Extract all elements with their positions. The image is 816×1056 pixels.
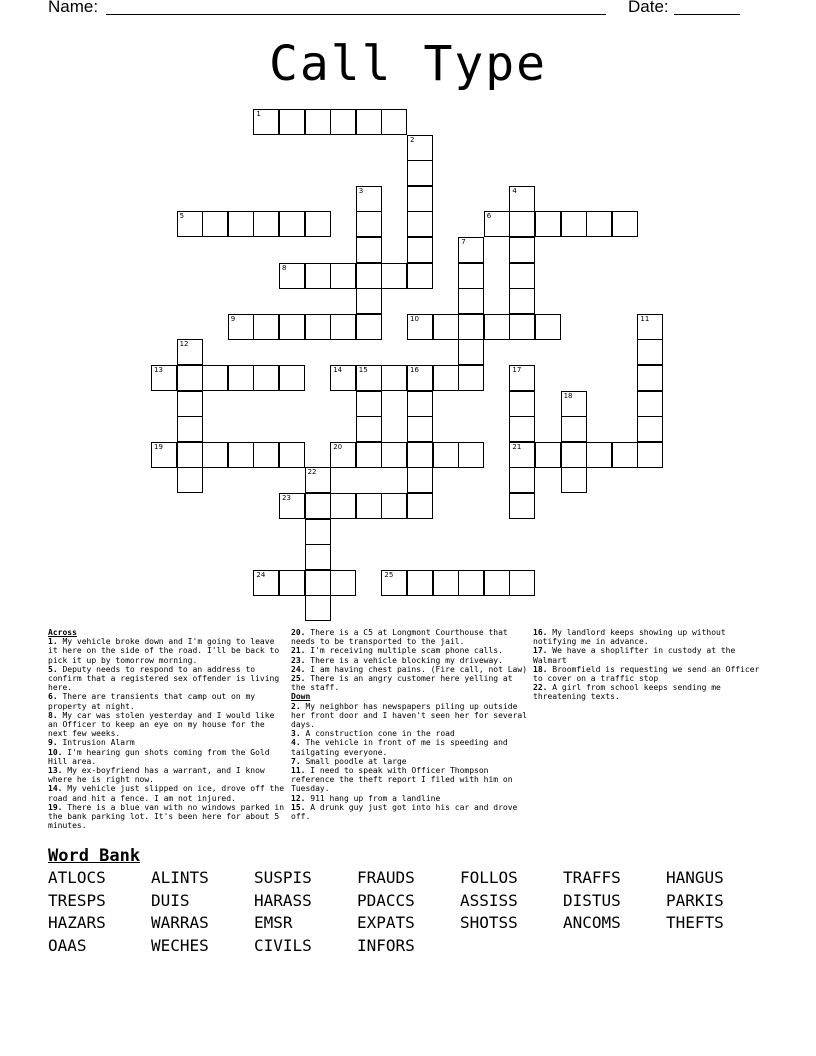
clue-number: 25.	[291, 674, 306, 684]
word-bank-word: CIVILS	[254, 935, 312, 955]
clue	[291, 656, 527, 665]
grid-cell[interactable]	[305, 467, 331, 493]
clue-number: 12.	[291, 793, 306, 803]
clue-text: Small poodle at large	[300, 756, 407, 766]
clue-number: 4	[512, 186, 517, 195]
clue-text: My car was stolen yesterday and I would like an Officer to keep an eye on my house for the next few weeks.	[48, 710, 275, 739]
grid-cell[interactable]	[330, 442, 356, 468]
clue-text: A girl from school keeps sending me threatening texts.	[533, 683, 721, 702]
name-label: Name:	[48, 0, 99, 16]
word-bank-word: FOLLOS	[460, 868, 518, 887]
grid-cell[interactable]	[330, 493, 356, 519]
grid-cell[interactable]	[509, 186, 535, 212]
clues-column-3	[533, 628, 763, 702]
clue-number: 17.	[533, 646, 548, 656]
grid-cell[interactable]	[177, 365, 203, 391]
grid-cell[interactable]	[305, 493, 331, 519]
clue-number: 16.	[533, 628, 548, 637]
grid-cell[interactable]	[381, 263, 407, 289]
grid-cell[interactable]	[356, 493, 382, 519]
clue-number: 18	[563, 391, 573, 400]
clue-number: 1	[256, 110, 261, 118]
grid-cell[interactable]	[407, 135, 433, 161]
clue-number: 8.	[48, 710, 58, 720]
grid-cell[interactable]	[356, 186, 382, 212]
clue-number: 24.	[291, 664, 306, 674]
grid-cell[interactable]	[407, 211, 433, 237]
word-bank-word: TRAFFS	[563, 868, 621, 887]
clue-number: 22.	[533, 683, 548, 693]
word-bank-word: TRESPS	[48, 890, 106, 910]
grid-cell[interactable]	[279, 442, 305, 468]
clue-number: 15.	[291, 802, 306, 812]
clue-text: A construction cone in the road	[300, 729, 455, 739]
clue-number: 21.	[291, 646, 306, 656]
clue-text: I'm receiving multiple scam phone calls.	[305, 646, 503, 656]
grid-cell[interactable]	[253, 314, 279, 340]
grid-cell[interactable]	[586, 211, 612, 237]
clue-number: 22	[307, 468, 317, 477]
grid-cell[interactable]	[612, 442, 638, 468]
clue	[291, 766, 527, 794]
grid-cell[interactable]	[612, 211, 638, 237]
grid-cell[interactable]	[637, 442, 663, 468]
clue-number: 6.	[48, 692, 58, 702]
grid-cell[interactable]	[330, 365, 356, 391]
grid-cell[interactable]	[381, 365, 407, 391]
grid-cell[interactable]	[407, 263, 433, 289]
clue	[48, 766, 284, 784]
word-bank-word: SUSPIS	[254, 868, 312, 887]
word-bank-title: Word Bank	[48, 846, 141, 866]
clue-number: 20.	[291, 628, 306, 637]
clue	[291, 757, 527, 766]
grid-cell[interactable]	[228, 314, 254, 340]
grid-cell[interactable]	[637, 391, 663, 417]
grid-cell[interactable]	[458, 339, 484, 365]
grid-cell[interactable]	[330, 109, 356, 135]
grid-cell[interactable]	[381, 442, 407, 468]
clue-number: 11.	[291, 766, 306, 776]
clue	[48, 637, 284, 665]
clue	[291, 665, 527, 674]
grid-cell[interactable]	[381, 109, 407, 135]
grid-cell[interactable]	[407, 570, 433, 596]
grid-cell[interactable]	[381, 570, 407, 596]
clue-number: 25	[384, 570, 394, 579]
grid-cell[interactable]	[484, 211, 510, 237]
word-bank-word: ASSISS	[460, 890, 518, 910]
grid-cell[interactable]	[305, 109, 331, 135]
grid-cell[interactable]	[509, 391, 535, 417]
grid-cell[interactable]	[356, 237, 382, 263]
clue-number: 15	[358, 366, 368, 374]
clues-column-2	[291, 628, 527, 821]
grid-cell[interactable]	[509, 467, 535, 493]
clue-text: There is a C5 at Longmont Courthouse that needs to be transported to the jail.	[291, 628, 508, 647]
word-bank-word: INFORS	[357, 935, 415, 955]
grid-cell[interactable]	[330, 314, 356, 340]
grid-cell[interactable]	[305, 544, 331, 570]
clue-number: 5	[179, 212, 185, 221]
grid-cell[interactable]	[407, 314, 433, 340]
word-bank-word: ANCOMS	[563, 913, 621, 932]
grid-cell[interactable]	[509, 365, 535, 391]
grid-cell[interactable]	[253, 211, 279, 237]
grid-cell[interactable]	[381, 493, 407, 519]
grid-cell[interactable]	[407, 237, 433, 263]
clue-text: Intrusion Alarm	[57, 738, 135, 748]
grid-cell[interactable]	[151, 365, 177, 391]
grid-cell[interactable]	[253, 109, 279, 135]
grid-cell[interactable]	[356, 109, 382, 135]
clue-text: I'm hearing gun shots coming from the Gold Hill area.	[48, 747, 270, 766]
clue-number: 21	[512, 442, 522, 451]
clue-number: 14	[333, 366, 343, 374]
clue-number: 24	[256, 570, 266, 579]
grid-cell[interactable]	[305, 211, 331, 237]
clue-number: 13	[154, 366, 163, 374]
grid-cell[interactable]	[253, 442, 279, 468]
clue-number: 16	[410, 366, 419, 374]
clue-text: A drunk guy just got into his car and drove off.	[291, 802, 518, 822]
clue-text: I need to speak with Officer Thompson reference the theft report I filed with him on Tuesday.	[291, 766, 513, 794]
word-bank-word: OAAS	[48, 935, 87, 955]
clue-number: 13.	[48, 766, 63, 776]
grid-cell[interactable]	[177, 391, 203, 417]
clue	[291, 628, 527, 646]
clue-text: 911 hang up from a landline	[305, 793, 441, 803]
grid-cell[interactable]	[458, 237, 484, 263]
grid-cell[interactable]	[561, 391, 587, 417]
clue	[291, 803, 527, 821]
grid-cell[interactable]	[202, 211, 228, 237]
grid-cell[interactable]	[433, 314, 459, 340]
grid-cell[interactable]	[458, 442, 484, 468]
grid-cell[interactable]	[356, 416, 382, 442]
grid-cell[interactable]	[279, 365, 305, 391]
clue-text: Deputy needs to respond to an address to confirm that a registered sex offender is living here.	[48, 664, 280, 693]
grid-cell[interactable]	[407, 160, 433, 186]
grid-cell[interactable]	[177, 211, 203, 237]
grid-cell[interactable]	[177, 467, 203, 493]
grid-cell[interactable]	[561, 467, 587, 493]
grid-cell[interactable]	[509, 314, 535, 340]
grid-cell[interactable]	[407, 365, 433, 391]
grid-cell[interactable]	[305, 519, 331, 545]
clue-number: 7.	[291, 756, 301, 766]
clue	[533, 646, 763, 664]
grid-cell[interactable]	[177, 442, 203, 468]
word-bank-word: EXPATS	[357, 913, 415, 932]
clue	[48, 803, 284, 831]
word-bank-word: DUIS	[151, 890, 190, 910]
clue	[291, 674, 527, 692]
grid-cell[interactable]	[458, 288, 484, 314]
clue	[48, 665, 284, 693]
grid-cell[interactable]	[484, 314, 510, 340]
grid-cell[interactable]	[356, 365, 382, 391]
grid-cell[interactable]	[305, 263, 331, 289]
grid-cell[interactable]	[637, 339, 663, 365]
grid-cell[interactable]	[407, 467, 433, 493]
grid-cell[interactable]	[561, 211, 587, 237]
grid-cell[interactable]	[279, 493, 305, 519]
grid-cell[interactable]	[509, 442, 535, 468]
grid-cell[interactable]	[253, 570, 279, 596]
grid-cell[interactable]	[177, 416, 203, 442]
grid-cell[interactable]	[279, 263, 305, 289]
clue-text: My ex-boyfriend has a warrant, and I know where he is right now.	[48, 766, 265, 785]
grid-cell[interactable]	[151, 442, 177, 468]
grid-cell[interactable]	[407, 416, 433, 442]
word-bank-word: SHOTSS	[460, 913, 518, 932]
grid-cell[interactable]	[202, 365, 228, 391]
clue-number: 5.	[48, 664, 58, 674]
grid-cell[interactable]	[535, 211, 561, 237]
grid-cell[interactable]	[356, 442, 382, 468]
grid-cell[interactable]	[509, 237, 535, 263]
down-heading: Down	[291, 692, 311, 702]
grid-cell[interactable]	[458, 263, 484, 289]
clue-text: My vehicle just slipped on ice, drove off the road and hit a fence. I am not injured.	[48, 784, 285, 803]
grid-cell[interactable]	[356, 211, 382, 237]
word-bank-word: WECHES	[151, 935, 209, 955]
grid-cell[interactable]	[535, 442, 561, 468]
clue-text: There is an angry customer here yelling at the staff.	[291, 674, 513, 693]
grid-cell[interactable]	[637, 314, 663, 340]
clue	[48, 692, 284, 710]
grid-cell[interactable]	[305, 314, 331, 340]
grid-cell[interactable]	[509, 263, 535, 289]
grid-cell[interactable]	[484, 570, 510, 596]
clue-text: My vehicle broke down and I'm going to leave it here on the side of the road. I'll be back to pick it up by tomorrow morning.	[48, 637, 280, 665]
clue-number: 12	[179, 340, 189, 349]
grid-cell[interactable]	[509, 288, 535, 314]
clue-text: The vehicle in front of me is speeding and tailgating everyone.	[291, 738, 508, 757]
clue	[291, 702, 527, 730]
clue-text: There is a vehicle blocking my driveway.	[305, 655, 503, 665]
clue-number: 2.	[291, 701, 301, 711]
grid-cell[interactable]	[279, 314, 305, 340]
word-bank-word: FRAUDS	[357, 868, 415, 887]
grid-cell[interactable]	[509, 570, 535, 596]
across-heading: Across	[48, 628, 77, 637]
grid-cell[interactable]	[561, 416, 587, 442]
clue	[48, 738, 284, 747]
clue	[533, 665, 763, 683]
clue-number: 19.	[48, 802, 63, 812]
grid-cell[interactable]	[356, 391, 382, 417]
clue-text: There is a blue van with no windows parked in the bank parking lot. It's been here for about 5 minutes.	[48, 802, 285, 831]
word-bank-word: HARASS	[254, 890, 312, 910]
clue	[48, 711, 284, 739]
word-bank-word: WARRAS	[151, 913, 209, 932]
clue	[291, 729, 527, 738]
grid-cell[interactable]	[407, 186, 433, 212]
clue-text: My landlord keeps showing up without notifying me in advance.	[533, 628, 726, 647]
clue	[291, 646, 527, 655]
grid-cell[interactable]	[637, 365, 663, 391]
word-bank-word: THEFTS	[666, 913, 724, 932]
grid-cell[interactable]	[433, 442, 459, 468]
clue-number: 20	[333, 442, 343, 451]
grid-cell[interactable]	[433, 570, 459, 596]
clue-number: 7	[461, 238, 466, 246]
clue-number: 6	[486, 212, 492, 221]
word-bank-word: ATLOCS	[48, 868, 106, 887]
grid-cell[interactable]	[202, 442, 228, 468]
clue-text: We have a shoplifter in custody at the Walmart	[533, 646, 736, 665]
clue-number: 8	[282, 263, 287, 272]
grid-cell[interactable]	[458, 365, 484, 391]
word-bank-word: PDACCS	[357, 890, 415, 910]
clue-text: My neighbor has newspapers piling up outside her front door and I haven't seen her for several days.	[291, 701, 528, 730]
clue-number: 9	[230, 314, 236, 323]
grid-cell[interactable]	[509, 493, 535, 519]
clues-column-1	[48, 628, 284, 830]
clue	[533, 628, 763, 646]
clue-number: 18.	[533, 664, 548, 674]
clue-number: 3	[358, 186, 364, 195]
grid-cell[interactable]	[586, 442, 612, 468]
clue-number: 10	[410, 314, 419, 323]
grid-cell[interactable]	[509, 211, 535, 237]
word-bank-word: DISTUS	[563, 890, 621, 910]
clue	[291, 738, 527, 756]
grid-cell[interactable]	[535, 314, 561, 340]
date-label: Date:	[628, 0, 669, 16]
grid-cell[interactable]	[330, 263, 356, 289]
word-bank-word: ALINTS	[151, 868, 209, 887]
grid-cell[interactable]	[228, 442, 254, 468]
word-bank-word: HAZARS	[48, 913, 106, 932]
grid-cell[interactable]	[279, 211, 305, 237]
grid-cell[interactable]	[228, 365, 254, 391]
clue-number: 4.	[291, 738, 301, 748]
clue-number: 19	[154, 442, 163, 451]
grid-cell[interactable]	[305, 595, 331, 621]
clue	[48, 784, 284, 802]
clue-number: 9.	[48, 738, 58, 748]
word-bank-word: PARKIS	[666, 890, 724, 910]
clue-number: 3.	[291, 729, 301, 739]
grid-cell[interactable]	[407, 391, 433, 417]
clue-number: 14.	[48, 784, 63, 794]
grid-cell[interactable]	[177, 339, 203, 365]
grid-cell[interactable]	[330, 570, 356, 596]
clue-number: 23.	[291, 655, 306, 665]
grid-cell[interactable]	[458, 314, 484, 340]
clue-number: 1.	[48, 637, 58, 647]
grid-cell[interactable]	[279, 570, 305, 596]
grid-cell[interactable]	[228, 211, 254, 237]
clue-number: 10.	[48, 747, 63, 757]
grid-cell[interactable]	[509, 416, 535, 442]
clue	[291, 794, 527, 803]
grid-cell[interactable]	[279, 109, 305, 135]
clue-number: 23	[282, 494, 291, 502]
word-bank-word: EMSR	[254, 913, 293, 932]
clue	[533, 683, 763, 701]
clue-text: Broomfield is requesting we send an Officer to cover on a traffic stop	[533, 664, 760, 684]
clue-number: 2	[410, 135, 415, 144]
grid-cell[interactable]	[637, 416, 663, 442]
grid-cell[interactable]	[356, 263, 382, 289]
grid-cell[interactable]	[433, 365, 459, 391]
grid-cell[interactable]	[356, 314, 382, 340]
clue	[48, 748, 284, 766]
grid-cell[interactable]	[561, 442, 587, 468]
grid-cell[interactable]	[407, 493, 433, 519]
grid-cell[interactable]	[356, 288, 382, 314]
clue-number: 17	[512, 366, 522, 374]
clue-text: There are transients that camp out on my property at night.	[48, 692, 256, 711]
grid-cell[interactable]	[253, 365, 279, 391]
clue-text: I am having chest pains. (Fire call, not Law)	[305, 664, 528, 674]
grid-cell[interactable]	[458, 570, 484, 596]
clue-number: 11	[640, 314, 650, 323]
word-bank-word: HANGUS	[666, 868, 724, 887]
grid-cell[interactable]	[407, 442, 433, 468]
page-title: Call Type	[268, 36, 548, 92]
grid-cell[interactable]	[305, 570, 331, 596]
